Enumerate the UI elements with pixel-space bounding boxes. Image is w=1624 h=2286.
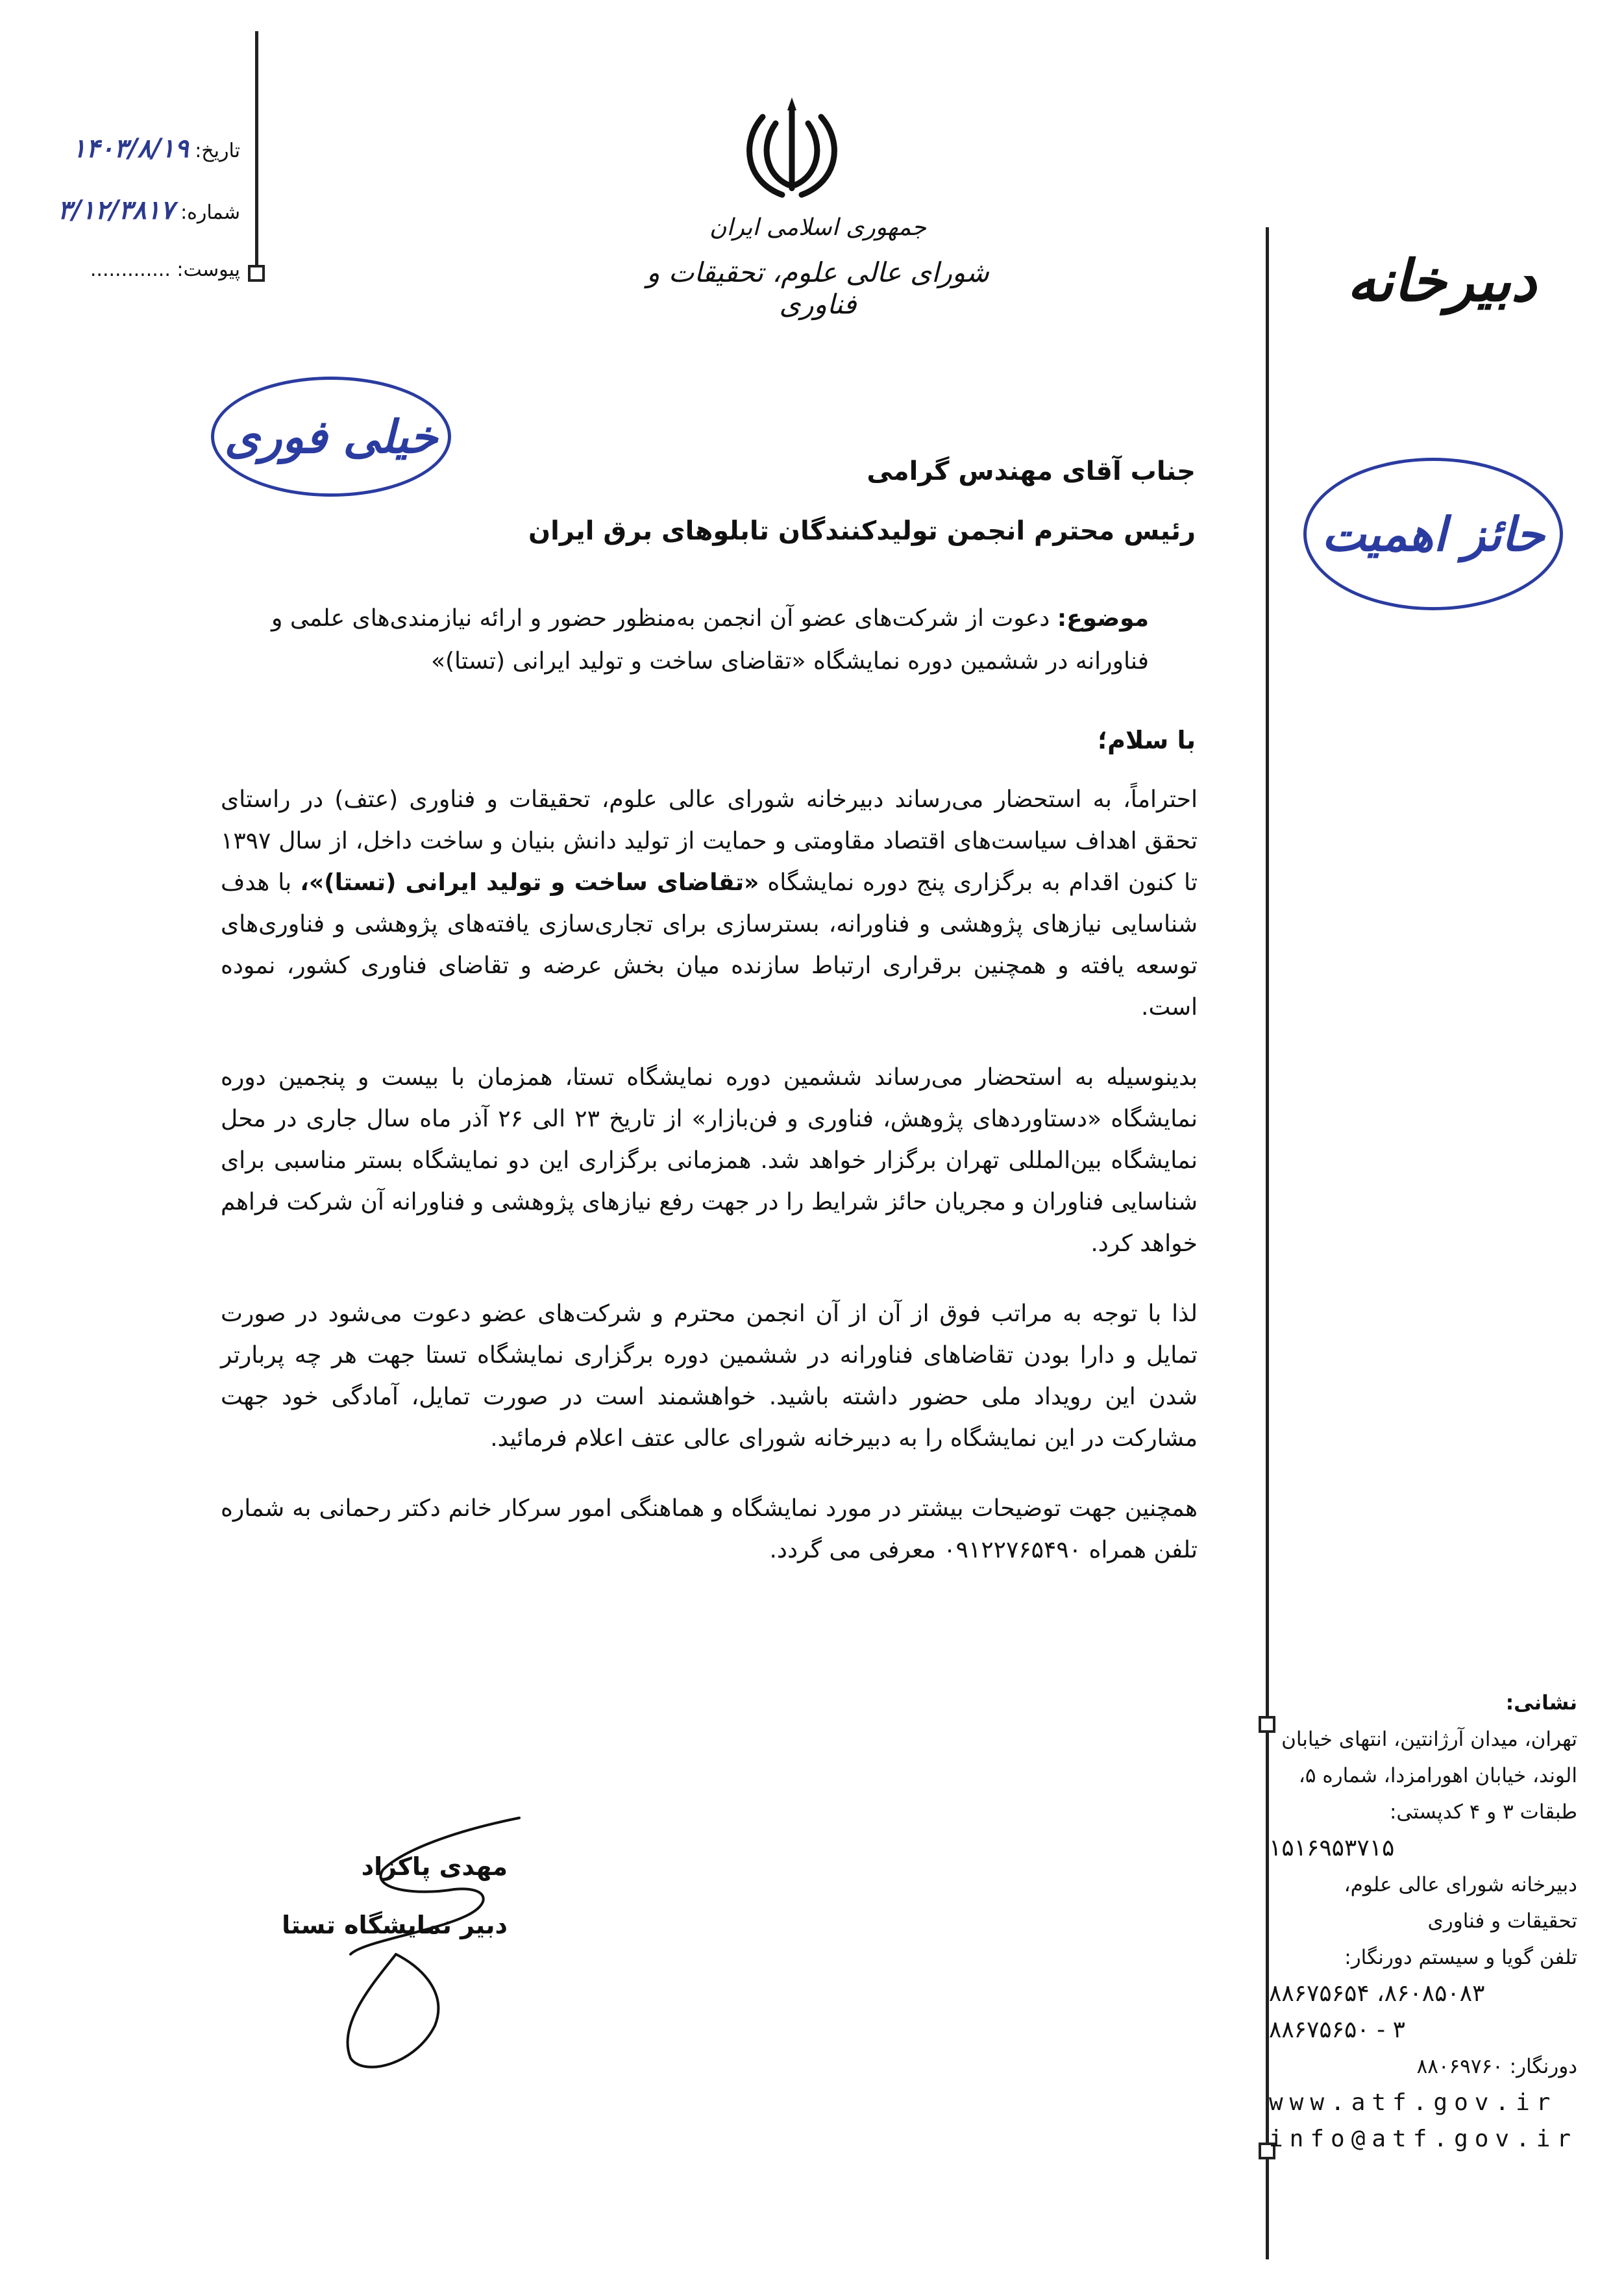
number-value: ۳/۱۲/۳۸۱۷ (57, 195, 175, 225)
subject-text: دعوت از شرکت‌های عضو آن انجمن به‌منظور حضور و ارائه نیازمندی‌های علمی و فناورانه در ششمین دوره نمایشگاه «تقاضای ساخت و تولید ایرانی (تستا)» (271, 605, 1149, 675)
number-label: شماره: (180, 201, 240, 224)
date-line (58, 133, 240, 164)
address-block (1269, 1685, 1577, 2157)
recipient-line-2: رئیس محترم انجمن تولیدکنندگان تابلوهای برق ایران (528, 516, 1196, 546)
paragraph-4: همچنین جهت توضیحات بیشتر در مورد نمایشگاه و هماهنگی امور سرکار خانم دکتر رحمانی به شماره تلفن همراه ۰۹۱۲۲۷۶۵۴۹۰ معرفی می گردد. (221, 1495, 1198, 1563)
paragraph-3: لذا با توجه به مراتب فوق از آن از آن انجمن محترم و شرکت‌های عضو دعوت می‌شود در صورت تمایل و دارا بودن تقاضاهای فناورانه در ششمین دوره برگزاری نمایشگاه تستا جهت هر چه پربارتر شدن این رویداد ملی حضور داشته باشید. خواهشمند است در صورت تمایل، آمادگی خود جهت مشارکت در این نمایشگاه را به دبیرخانه شورای عالی عتف اعلام فرمائید. (221, 1300, 1198, 1452)
phone-1: ۸۸۶۷۵۶۵۴ ،۸۶۰۸۵۰۸۳ (1269, 1980, 1485, 2007)
important-stamp: حائز اهمیت (1303, 458, 1563, 610)
paragraph-1-text-a: احتراماً، به استحضار می‌رساند دبیرخانه شورای عالی علوم، تحقیقات و فناوری (عتف) در راستای تحقق اهداف سیاست‌های اقتصاد مقاومتی و حمایت از تولید دانش بنیان و ساخت داخل، از سال ۱۳۹۷ تا کنون اقدام به برگزاری پنج دوره نمایشگاه (221, 786, 1198, 896)
phone-2: ۸۸۶۷۵۶۵۰ - ۳ (1269, 2017, 1405, 2043)
fax-line (1269, 2048, 1577, 2085)
left-rule-end-marker (248, 265, 265, 282)
address-line-2: دبیرخانه شورای عالی علوم، تحقیقات و فناوری (1344, 1873, 1577, 1933)
national-emblem-icon (737, 91, 847, 208)
urgent-stamp: خیلی فوری (211, 377, 451, 497)
org-line-1: جمهوری اسلامی ایران (709, 214, 926, 241)
email-link[interactable]: info@atf.gov.ir (1269, 2126, 1578, 2152)
phone-label: تلفن گویا و سیستم دورنگار: (1344, 1946, 1577, 1969)
date-label: تاریخ: (195, 140, 240, 162)
handwritten-signature (325, 1805, 532, 2078)
fax-number: ۸۸۰۶۹۷۶۰ (1416, 2055, 1503, 2078)
paragraph-1-text-b: با هدف شناسایی نیازهای پژوهشی و فناورانه، بسترسازی برای تجاری‌سازی یافته‌های پژوهشی و فناوری‌های توسعه یافته و همچنین برقراری ارتباط سازنده میان بخش عرضه و تقاضای فناوری کشور، نموده است. (221, 869, 1198, 1021)
paragraph-1 (221, 779, 1198, 1028)
paragraph-2: بدینوسیله به استحضار می‌رساند ششمین دوره نمایشگاه تستا، همزمان با بیست و پنجمین دوره نمایشگاه «دستاوردهای پژوهش، فناوری و فن‌بازار» از تاریخ ۲۳ الی ۲۶ آذر ماه سال جاری در محل نمایشگاه بین‌المللی تهران برگزار خواهد شد. همزمانی برگزاری این دو نمایشگاه بستر مناسبی برای شناسایی فناوران و مجریان حائز شرایط را در جهت رفع نیازهای پژوهشی و فناورانه آن شرکت فراهم خواهد کرد. (220, 1064, 1198, 1257)
recipient-block (287, 441, 1196, 561)
paragraph-1-bold: «تقاضای ساخت و تولید ایرانی (تستا)»، (300, 869, 759, 896)
attachment-label: پیوست: ............. (90, 258, 240, 281)
secretariat-title: دبیرخانه (1347, 247, 1536, 314)
date-value: ۱۴۰۳/۸/۱۹ (72, 133, 189, 164)
subject-block (221, 597, 1149, 683)
number-line (58, 195, 240, 225)
signer-name: مهدی پاکزاد (361, 1852, 508, 1881)
fax-label: دورنگار: (1509, 2055, 1577, 2078)
org-line-2: شورای عالی علوم، تحقیقات و فناوری (646, 256, 989, 320)
subject-label: موضوع: (1057, 605, 1149, 632)
postal-code: ۱۵۱۶۹۵۳۷۱۵ (1269, 1835, 1395, 1861)
website-link[interactable]: www.atf.gov.ir (1269, 2089, 1557, 2116)
address-line-1: تهران، میدان آرژانتین، انتهای خیابان الوند، خیابان اهورامزدا، شماره ۵، طبقات ۳ و ۴ کدپستی: (1281, 1728, 1577, 1824)
attachment-line (58, 258, 240, 281)
recipient-line-1: جناب آقای مهندس گرامی (867, 456, 1196, 486)
address-label: نشانی: (1505, 1691, 1577, 1715)
signer-title: دبیر نمایشگاه تستا (282, 1911, 508, 1939)
letter-body (221, 779, 1198, 1600)
greeting: با سلام؛ (1097, 726, 1196, 754)
left-vertical-rule (255, 31, 258, 273)
